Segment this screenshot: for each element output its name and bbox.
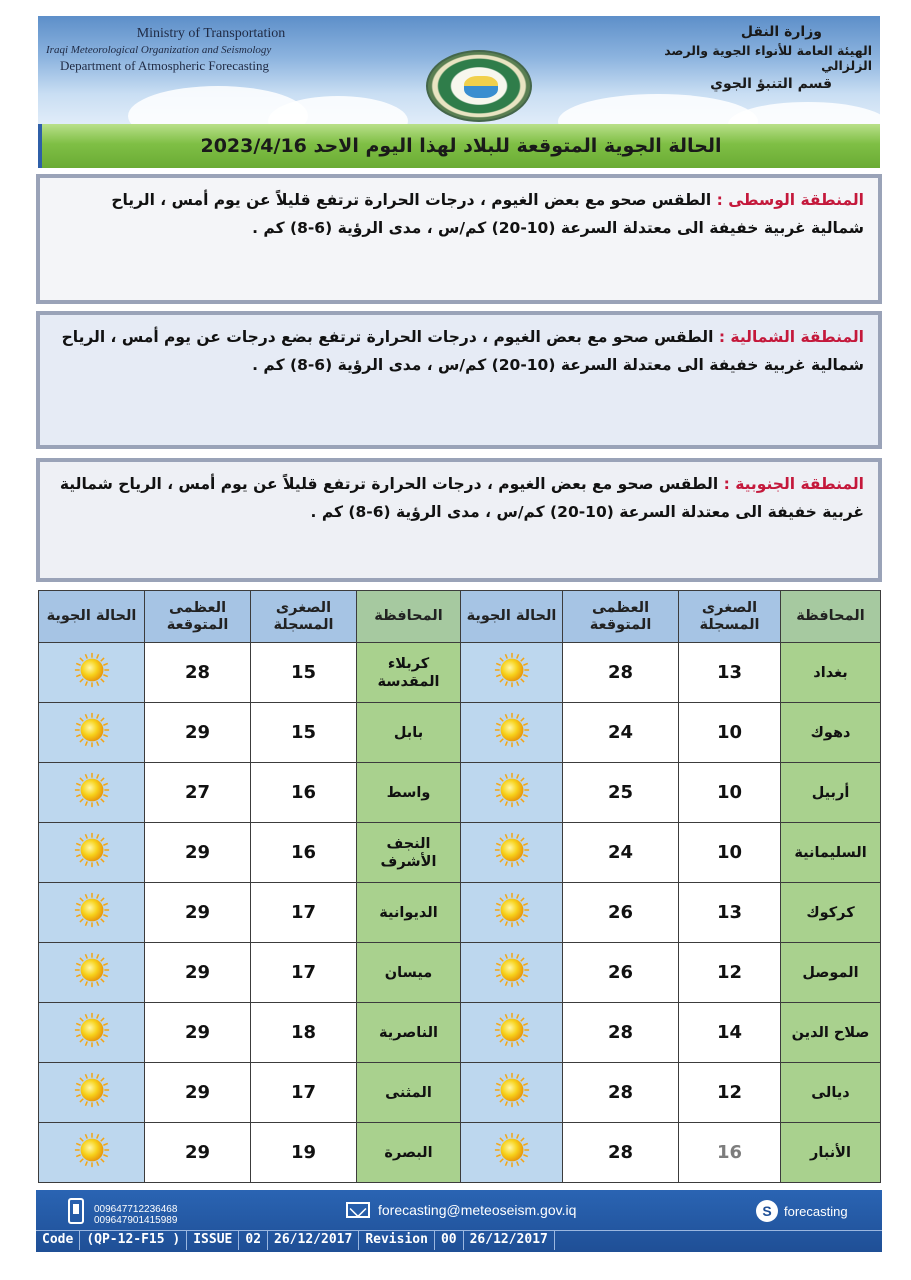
province-name: الموصل [781,943,881,1003]
province-name: الأنبار [781,1123,881,1183]
province-name: واسط [357,763,461,823]
phone-number-2: 009647901415989 [94,1215,178,1226]
sun-icon [73,651,111,689]
skype-name[interactable]: forecasting [784,1203,848,1219]
province-name: ديالى [781,1063,881,1123]
code-item: (QP-12-F15 ) [80,1231,187,1250]
min-temp: 10 [679,763,781,823]
region-south-name: المنطقة الجنوبية : [723,475,864,493]
organization-logo [426,50,532,122]
weather-cell [39,1003,145,1063]
sun-icon [493,771,531,809]
min-temp: 16 [679,1123,781,1183]
sun-icon [493,651,531,689]
sun-icon [73,711,111,749]
sun-icon [73,771,111,809]
code-item: ISSUE [187,1231,239,1250]
document-code-row [36,1230,882,1250]
min-temp: 10 [679,703,781,763]
region-central-text: الطقس صحو مع بعض الغيوم ، درجات الحرارة ترتفع قليلاً عن يوم أمس ، الرياح شمالية غربية خفيفة الى معتدلة السرعة (10-20) كم/س ، مدى الرؤية (6-8) كم . [111,191,864,237]
header-min: الصغرى المسجلة [251,591,357,643]
table-row [39,823,881,883]
province-name: صلاح الدين [781,1003,881,1063]
sun-icon [73,951,111,989]
min-temp: 19 [251,1123,357,1183]
sun-icon [493,1071,531,1109]
mail-icon [346,1202,370,1218]
table-row [39,643,881,703]
max-temp: 25 [563,763,679,823]
header-min: الصغرى المسجلة [679,591,781,643]
max-temp: 28 [145,643,251,703]
header-province: المحافظة [357,591,461,643]
max-temp: 24 [563,823,679,883]
skype-icon: S [756,1200,778,1222]
sun-icon [73,891,111,929]
province-name: بابل [357,703,461,763]
weather-cell [461,703,563,763]
region-north-text: الطقس صحو مع بعض الغيوم ، درجات الحرارة ترتفع بضع درجات عن يوم أمس ، الرياح شمالية غربية خفيفة الى معتدلة السرعة (10-20) كم/س ، مدى الرؤية (6-8) كم . [61,328,864,374]
min-temp: 17 [251,943,357,1003]
max-temp: 27 [145,763,251,823]
region-north-name: المنطقة الشمالية : [718,328,864,346]
province-name: السليمانية [781,823,881,883]
max-temp: 24 [563,703,679,763]
weather-cell [39,1123,145,1183]
header-weather: الحالة الجوية [39,591,145,643]
min-temp: 15 [251,643,357,703]
region-south-text: الطقس صحو مع بعض الغيوم ، درجات الحرارة ترتفع قليلاً عن يوم أمس ، الرياح شمالية غربية خفيفة الى معتدلة السرعة (10-20) كم/س ، مدى الرؤية (6-8) كم . [59,475,864,521]
weather-cell [39,883,145,943]
max-temp: 28 [563,1063,679,1123]
forecast-page [18,12,893,1268]
max-temp: 29 [145,1003,251,1063]
table-row [39,703,881,763]
phone-icon [68,1198,84,1224]
region-central [36,174,882,304]
department-name-en: Department of Atmospheric Forecasting [60,58,270,73]
max-temp: 29 [145,1063,251,1123]
sun-icon [493,891,531,929]
code-item: Revision [359,1231,435,1250]
skype-contact[interactable] [756,1200,848,1222]
province-name: كربلاء المقدسة [357,643,461,703]
table-header-row [39,591,881,643]
province-name: أربيل [781,763,881,823]
footer-bar [36,1190,882,1252]
max-temp: 29 [145,703,251,763]
weather-cell [39,643,145,703]
weather-cell [39,943,145,1003]
max-temp: 28 [563,1123,679,1183]
min-temp: 17 [251,883,357,943]
table-row [39,1063,881,1123]
phone-number-1: 009647712236468 [94,1204,178,1215]
weather-cell [461,943,563,1003]
sun-icon [73,1011,111,1049]
min-temp: 17 [251,1063,357,1123]
code-item: 26/12/2017 [268,1231,359,1250]
province-name: الديوانية [357,883,461,943]
weather-cell [461,883,563,943]
sun-icon [73,831,111,869]
code-item: Code [36,1231,80,1250]
table-row [39,1123,881,1183]
code-item: 26/12/2017 [464,1231,555,1250]
min-temp: 12 [679,1063,781,1123]
temperature-table [38,590,881,1183]
province-name: النجف الأشرف [357,823,461,883]
sun-icon [493,1011,531,1049]
min-temp: 14 [679,1003,781,1063]
header-max: العظمى المتوقعة [563,591,679,643]
min-temp: 12 [679,943,781,1003]
ministry-name-ar: وزارة النقل [740,24,822,40]
max-temp: 29 [145,943,251,1003]
region-central-name: المنطقة الوسطى : [716,191,864,209]
header-english-text [46,26,346,74]
organization-name-en: Iraqi Meteorological Organization and Seismology [46,44,272,56]
province-name: بغداد [781,643,881,703]
province-name: الناصرية [357,1003,461,1063]
province-name: دهوك [781,703,881,763]
min-temp: 10 [679,823,781,883]
email-contact[interactable] [346,1202,576,1218]
max-temp: 29 [145,1123,251,1183]
weather-cell [39,703,145,763]
province-name: البصرة [357,1123,461,1183]
min-temp: 13 [679,883,781,943]
header-max: العظمى المتوقعة [145,591,251,643]
min-temp: 16 [251,763,357,823]
sun-icon [73,1131,111,1169]
sun-icon [493,711,531,749]
code-item: 02 [239,1231,268,1250]
max-temp: 28 [563,1003,679,1063]
max-temp: 28 [563,643,679,703]
weather-cell [461,1123,563,1183]
max-temp: 29 [145,823,251,883]
organization-name-ar: الهيئة العامة للأنواء الجوية والرصد الزلزالي [664,43,872,73]
region-south [36,458,882,582]
weather-cell [461,763,563,823]
province-name: ميسان [357,943,461,1003]
min-temp: 18 [251,1003,357,1063]
weather-cell [39,1063,145,1123]
email-address[interactable]: forecasting@meteoseism.gov.iq [378,1202,577,1218]
max-temp: 29 [145,883,251,943]
table-row [39,943,881,1003]
table-row [39,1003,881,1063]
min-temp: 16 [251,823,357,883]
province-name: كركوك [781,883,881,943]
header-banner [38,16,880,136]
department-name-ar: قسم التنبؤ الجوي [710,76,832,92]
weather-cell [39,763,145,823]
sun-icon [493,831,531,869]
weather-cell [39,823,145,883]
header-arabic-text [612,24,872,92]
ministry-name-en: Ministry of Transportation [136,26,286,41]
header-province: المحافظة [781,591,881,643]
table-row [39,763,881,823]
max-temp: 26 [563,883,679,943]
region-north [36,311,882,449]
code-item: 00 [435,1231,464,1250]
sun-icon [73,1071,111,1109]
min-temp: 15 [251,703,357,763]
sun-icon [493,951,531,989]
weather-cell [461,1063,563,1123]
weather-cell [461,823,563,883]
max-temp: 26 [563,943,679,1003]
header-weather: الحالة الجوية [461,591,563,643]
table-row [39,883,881,943]
phone-numbers [94,1204,177,1226]
weather-cell [461,643,563,703]
sun-icon [493,1131,531,1169]
weather-cell [461,1003,563,1063]
province-name: المثنى [357,1063,461,1123]
forecast-title: الحالة الجوية المتوقعة للبلاد لهذا اليوم الاحد 2023/4/16 [38,124,880,168]
min-temp: 13 [679,643,781,703]
